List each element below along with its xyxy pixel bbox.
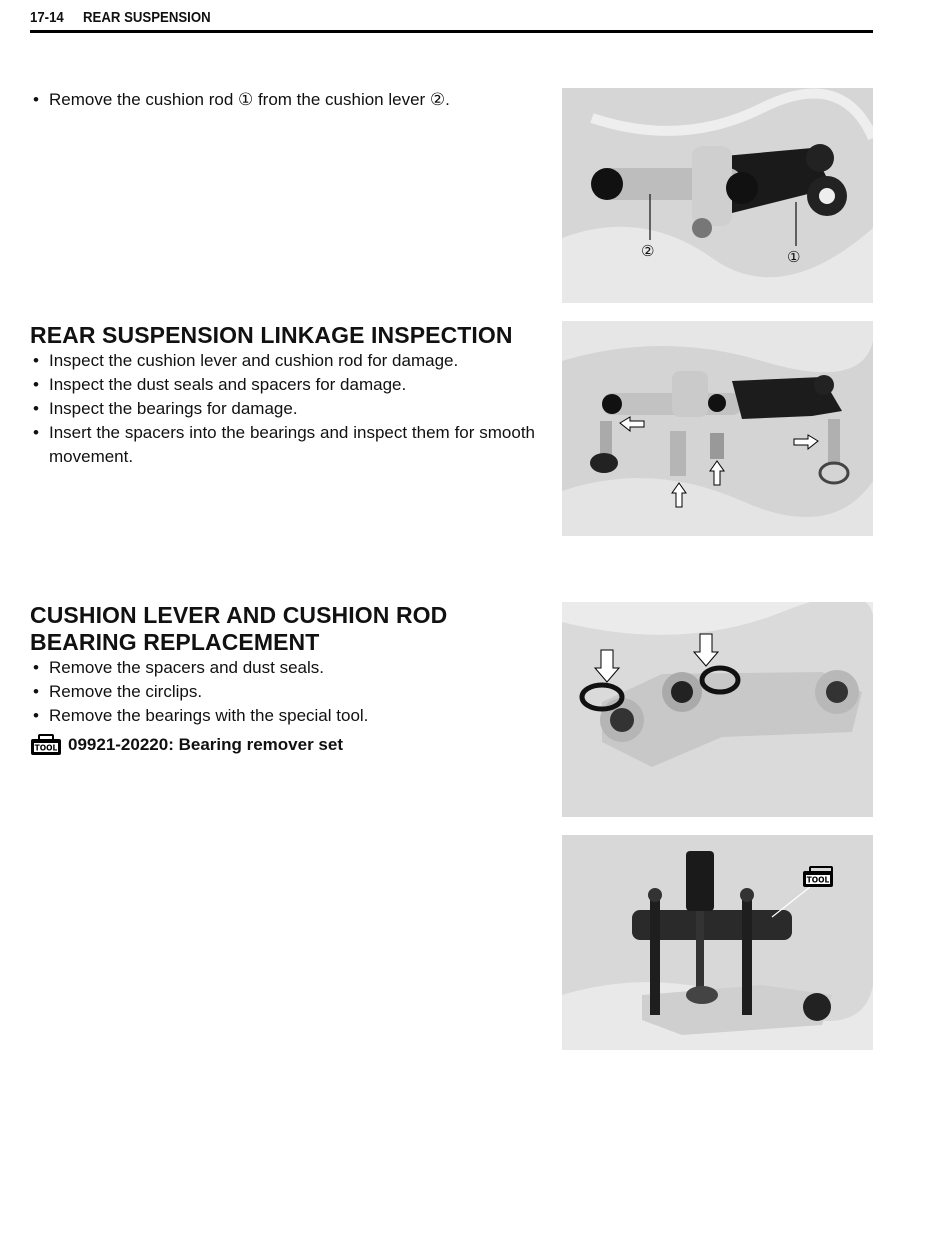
- section-running-title: REAR SUSPENSION: [83, 9, 211, 26]
- page-number: 17-14: [30, 9, 64, 26]
- list-item: • Inspect the bearings for damage.: [30, 397, 535, 421]
- photo-cushion-lever-and-rod: [562, 88, 873, 303]
- list-item: • Inspect the cushion lever and cushion rod for damage.: [30, 349, 535, 373]
- section-bearing-replacement: [30, 602, 535, 756]
- special-tool-line: [30, 734, 535, 756]
- page-header: [30, 6, 873, 33]
- photo-linkage-parts: [562, 321, 873, 536]
- photo-bearing-remover-tool: [562, 835, 873, 1050]
- callout-lever: ②: [641, 242, 655, 260]
- list-item: • Remove the bearings with the special tool.: [30, 704, 535, 728]
- section-linkage-inspection: [30, 322, 535, 469]
- section-heading: REAR SUSPENSION LINKAGE INSPECTION: [30, 322, 513, 348]
- step-remove-cushion-rod: [30, 88, 535, 112]
- photo-cushion-lever-bearings: [562, 602, 873, 817]
- callout-rod: ①: [787, 248, 801, 266]
- list-item: • Remove the circlips.: [30, 680, 535, 704]
- list-item: • Inspect the dust seals and spacers for damage.: [30, 373, 535, 397]
- list-item: • Insert the spacers into the bearings and inspect them for smooth movement.: [30, 421, 535, 469]
- special-tool-text: 09921-20220: Bearing remover set: [68, 735, 343, 754]
- list-item: • Remove the cushion rod ① from the cushion lever ②.: [30, 88, 535, 112]
- section-heading-line1: CUSHION LEVER AND CUSHION ROD: [30, 602, 448, 628]
- toolbox-icon-label: TOOL: [34, 743, 58, 753]
- list-item: • Remove the spacers and dust seals.: [30, 656, 535, 680]
- toolbox-icon: [30, 734, 62, 756]
- tool-badge-label: TOOL: [806, 875, 830, 885]
- section-heading-line2: BEARING REPLACEMENT: [30, 629, 320, 655]
